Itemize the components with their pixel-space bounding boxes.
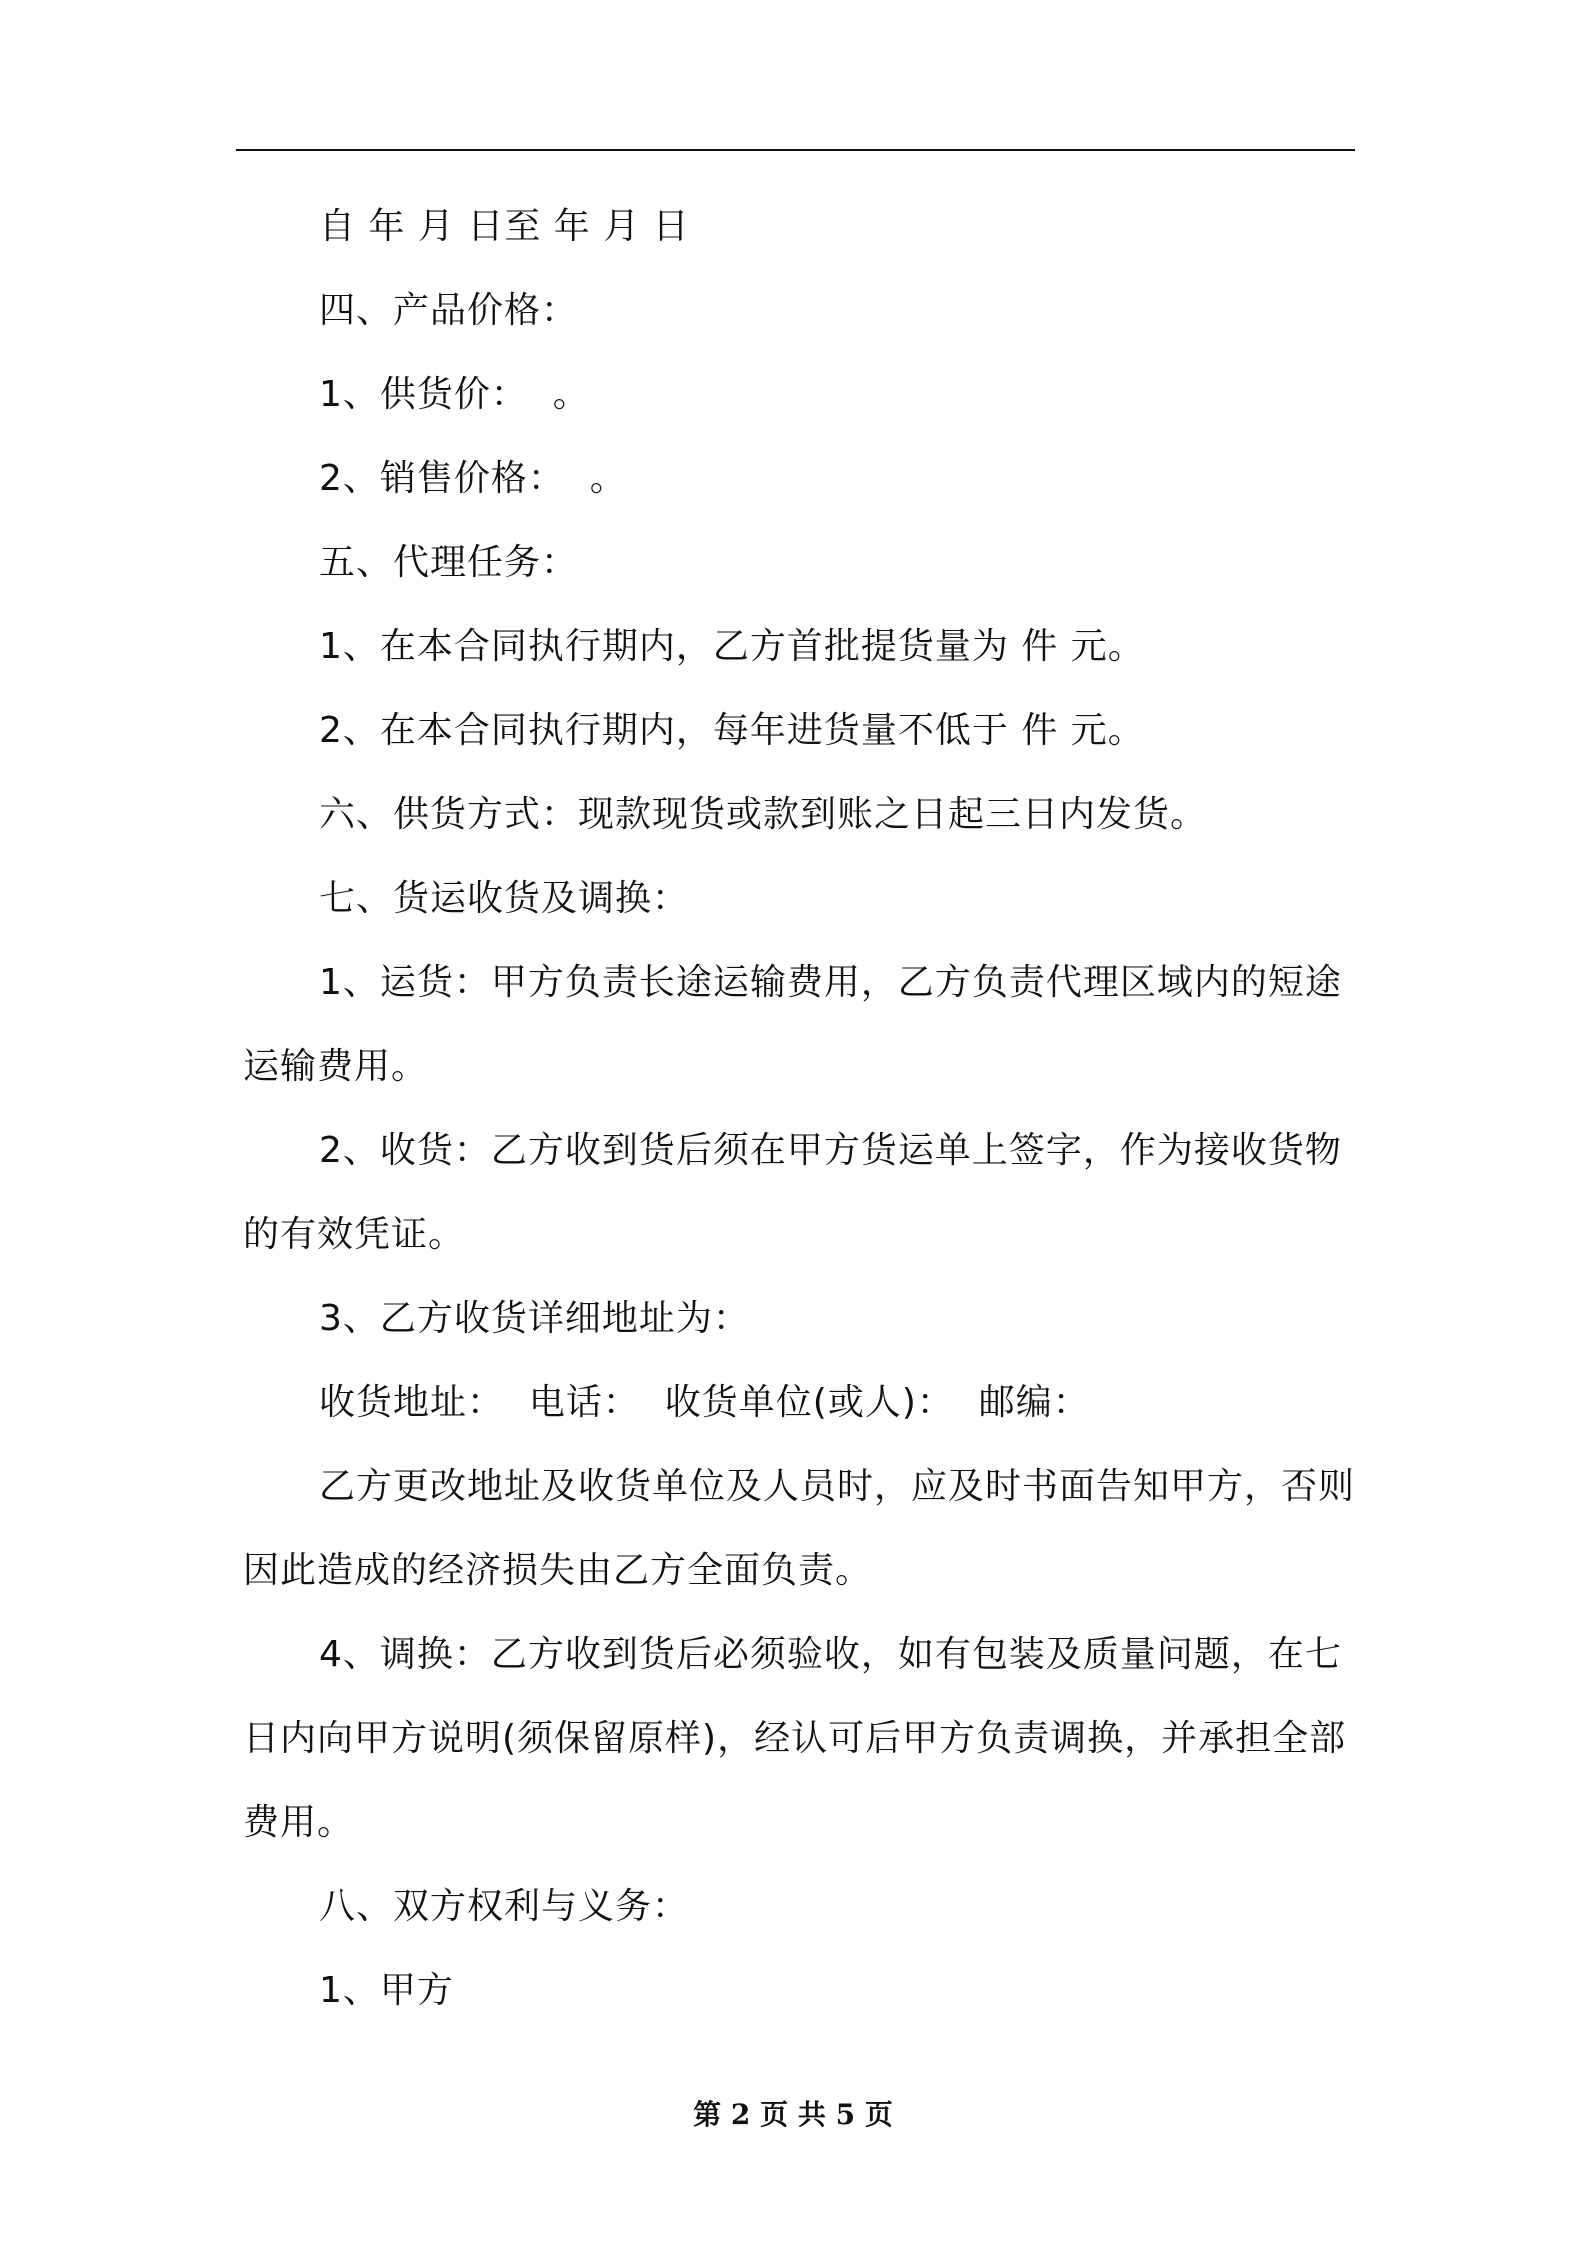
contract-period-line: 自 年 月 日至 年 月 日	[319, 206, 690, 247]
page-number-footer: 第 2 页 共 5 页	[693, 2098, 893, 2131]
address-change-paragraph: 乙方更改地址及收货单位及人员时，应及时书面告知甲方，否则因此造成的经济损失由乙方全面负责。	[243, 1466, 1356, 1591]
first-batch-quantity-item: 1、在本合同执行期内，乙方首批提货量为 件 元。	[319, 626, 1145, 667]
section-heading-agency-tasks: 五、代理任务：	[319, 542, 579, 583]
section-heading-product-price: 四、产品价格：	[319, 290, 579, 331]
shipping-cost-item: 1、运货：甲方负责长途运输费用，乙方负责代理区域内的短途运输费用。	[243, 962, 1342, 1087]
sales-price-item: 2、销售价格： 。	[319, 458, 627, 499]
header-rule	[236, 149, 1355, 151]
section-heading-supply-method: 六、供货方式：现款现货或款到账之日起三日内发货。	[319, 794, 1208, 835]
party-a-item: 1、甲方	[319, 1970, 454, 2011]
supply-price-item: 1、供货价： 。	[319, 374, 590, 415]
receiving-address-item: 3、乙方收货详细地址为：	[319, 1298, 750, 1339]
section-heading-shipping: 七、货运收货及调换：	[319, 878, 690, 919]
receipt-item: 2、收货：乙方收到货后须在甲方货运单上签字，作为接收货物的有效凭证。	[243, 1130, 1342, 1255]
section-heading-rights-obligations: 八、双方权利与义务：	[319, 1886, 690, 1927]
document-body	[243, 185, 1355, 2033]
annual-purchase-item: 2、在本合同执行期内，每年进货量不低于 件 元。	[319, 710, 1145, 751]
receiving-address-fields: 收货地址： 电话： 收货单位(或人)： 邮编：	[319, 1382, 1090, 1423]
exchange-item: 4、调换：乙方收到货后必须验收，如有包装及质量问题，在七日内向甲方说明(须保留原样)，经认可后甲方负责调换，并承担全部费用。	[243, 1634, 1347, 1843]
